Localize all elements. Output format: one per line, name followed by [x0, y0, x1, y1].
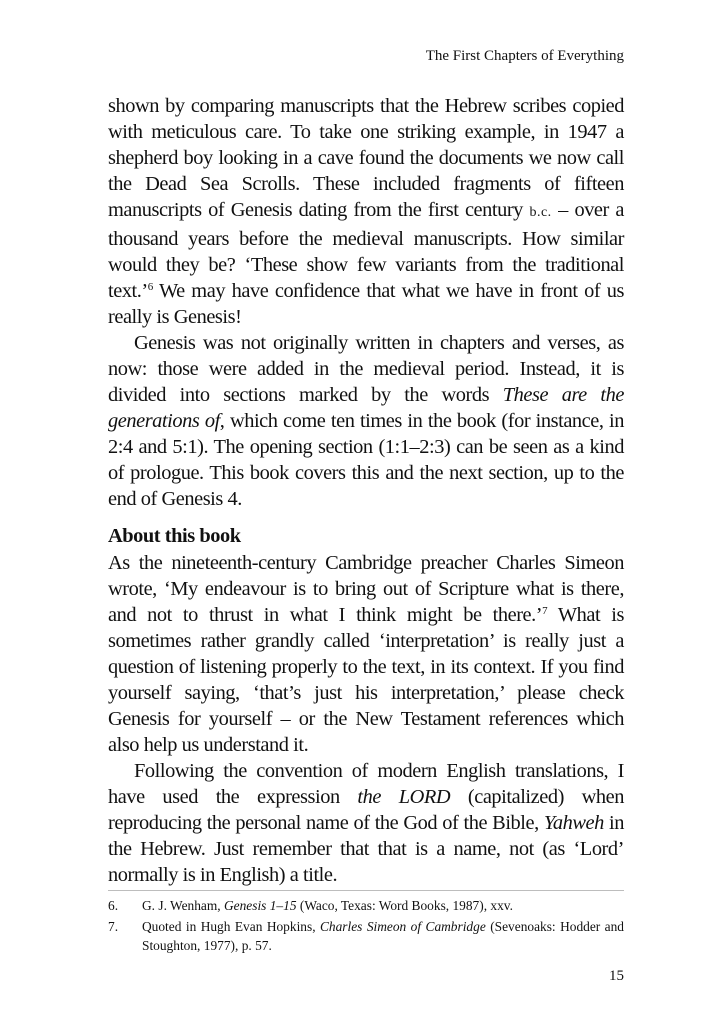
italic-title: Genesis 1–15	[223, 898, 297, 913]
page-number: 15	[609, 968, 624, 984]
text-run: , which come ten times in the book (for instance, in 2:4 and 5:1). The opening section (1:1–2:3) can be seen as a kind of prologue. This book covers this and the next section, up to the end of Genesis 4.	[108, 410, 624, 510]
running-head: The First Chapters of Everything	[425, 48, 624, 64]
section-heading: About this book	[108, 525, 241, 547]
paragraph-about	[108, 550, 624, 758]
text-run: As the nineteenth-century Cambridge preacher Charles Simeon wrote, ‘My endeavour is to bring out of Scripture what is there, and not to thrust in what I think might be there.’	[108, 552, 624, 626]
text-run: (Sevenoaks: Hodder and Stoughton, 1977), p. 57.	[142, 919, 625, 953]
text-run: Following the convention of modern English translations, I have used the expression	[108, 760, 624, 808]
italic-title: Charles Simeon of Cambridge	[319, 919, 486, 934]
small-caps-bc: b.c.	[529, 205, 552, 220]
text-run: Genesis was not originally written in chapters and verses, as now: those were added in the medieval period. Instead, it is divided into sections marked by the words	[108, 332, 624, 406]
footnote-ref-7[interactable]: 7	[542, 605, 548, 617]
footnote-text	[142, 896, 624, 915]
footnote-text	[142, 917, 624, 955]
italic-phrase: Yahweh	[543, 812, 604, 834]
footnote-ref-6[interactable]: 6	[147, 281, 153, 293]
text-run: in the Hebrew. Just remember that that is a name, not (as ‘Lord’ normally is in English) a title.	[108, 812, 624, 886]
footnotes	[108, 896, 624, 957]
footnote-number: 7.	[108, 919, 119, 934]
text-run: shown by comparing manuscripts that the Hebrew scribes copied with meticulous care. To take one striking example, in 1947 a shepherd boy looking in a cave found the documents we now call the Dead Sea Scrolls. These included fragments of fifteen manuscripts of Genesis dating from the first century	[108, 95, 624, 221]
text-run: (Waco, Texas: Word Books, 1987), xxv.	[296, 898, 513, 913]
italic-phrase: the LORD	[357, 786, 451, 808]
italic-phrase: These are the generations of	[108, 384, 624, 432]
text-run: What is sometimes rather grandly called ‘interpretation’ is really just a question of listening properly to the text, in its context. If you find yourself saying, ‘that’s just his interpretation,’ please check Genesis for yourself – or the New Testament references which also help us understand it.	[108, 604, 625, 756]
footnote-number: 6.	[108, 898, 119, 913]
footnote-6	[108, 896, 624, 915]
footnote-divider	[108, 890, 624, 891]
footnote-7	[108, 917, 624, 955]
book-page	[108, 0, 624, 1017]
text-run: We may have confidence that what we have in front of us really is Genesis!	[108, 280, 624, 328]
text-run: (capitalized) when reproducing the personal name of the God of the Bible,	[108, 786, 624, 834]
paragraph-structure	[108, 330, 624, 512]
paragraph-convention	[108, 758, 624, 888]
text-run: – over a thousand years before the medieval manuscripts. How similar would they be? ‘These show few variants from the traditional text.’	[108, 199, 624, 302]
paragraph-manuscripts	[108, 93, 624, 330]
text-run: G. J. Wenham,	[142, 898, 224, 913]
body-text	[108, 93, 624, 888]
text-run: Quoted in Hugh Evan Hopkins,	[142, 919, 320, 934]
